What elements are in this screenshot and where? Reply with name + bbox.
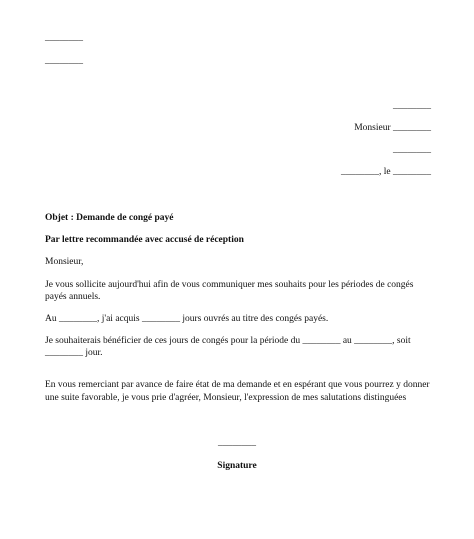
closing-line-2: une suite favorable, je vous prie d'agréer, Monsieur, l'expression de mes salutations distinguées: [45, 393, 407, 403]
recipient-line-1: ________: [393, 101, 431, 111]
recipient-line-3: ________: [393, 145, 431, 155]
body-paragraph-3-line-2: ________ jour.: [45, 348, 103, 358]
salutation: Monsieur,: [45, 257, 84, 267]
body-paragraph-2: Au ________, j'ai acquis ________ jours ouvrés au titre des congés payés.: [45, 314, 329, 324]
signature-label: Signature: [217, 461, 257, 471]
body-paragraph-1-line-2: payés annuels.: [45, 292, 101, 302]
letter-subject: Objet : Demande de congé payé: [45, 213, 174, 223]
closing-line-1: En vous remerciant par avance de faire état de ma demande et en espérant que vous pourrez y donner: [45, 380, 430, 390]
body-paragraph-1-line-1: Je vous sollicite aujourd'hui afin de vous communiquer mes souhaits pour les périodes de congés: [45, 280, 414, 290]
sender-line-1: ________: [45, 33, 83, 43]
signature-line: ________: [218, 438, 256, 448]
body-paragraph-3-line-1: Je souhaiterais bénéficier de ces jours de congés pour la période du ________ au ________, soit: [45, 336, 411, 346]
sender-line-2: ________: [45, 56, 83, 66]
recipient-name-line: Monsieur ________: [354, 123, 431, 133]
place-date-line: ________, le ________: [341, 167, 431, 177]
delivery-mode: Par lettre recommandée avec accusé de réception: [45, 235, 244, 245]
